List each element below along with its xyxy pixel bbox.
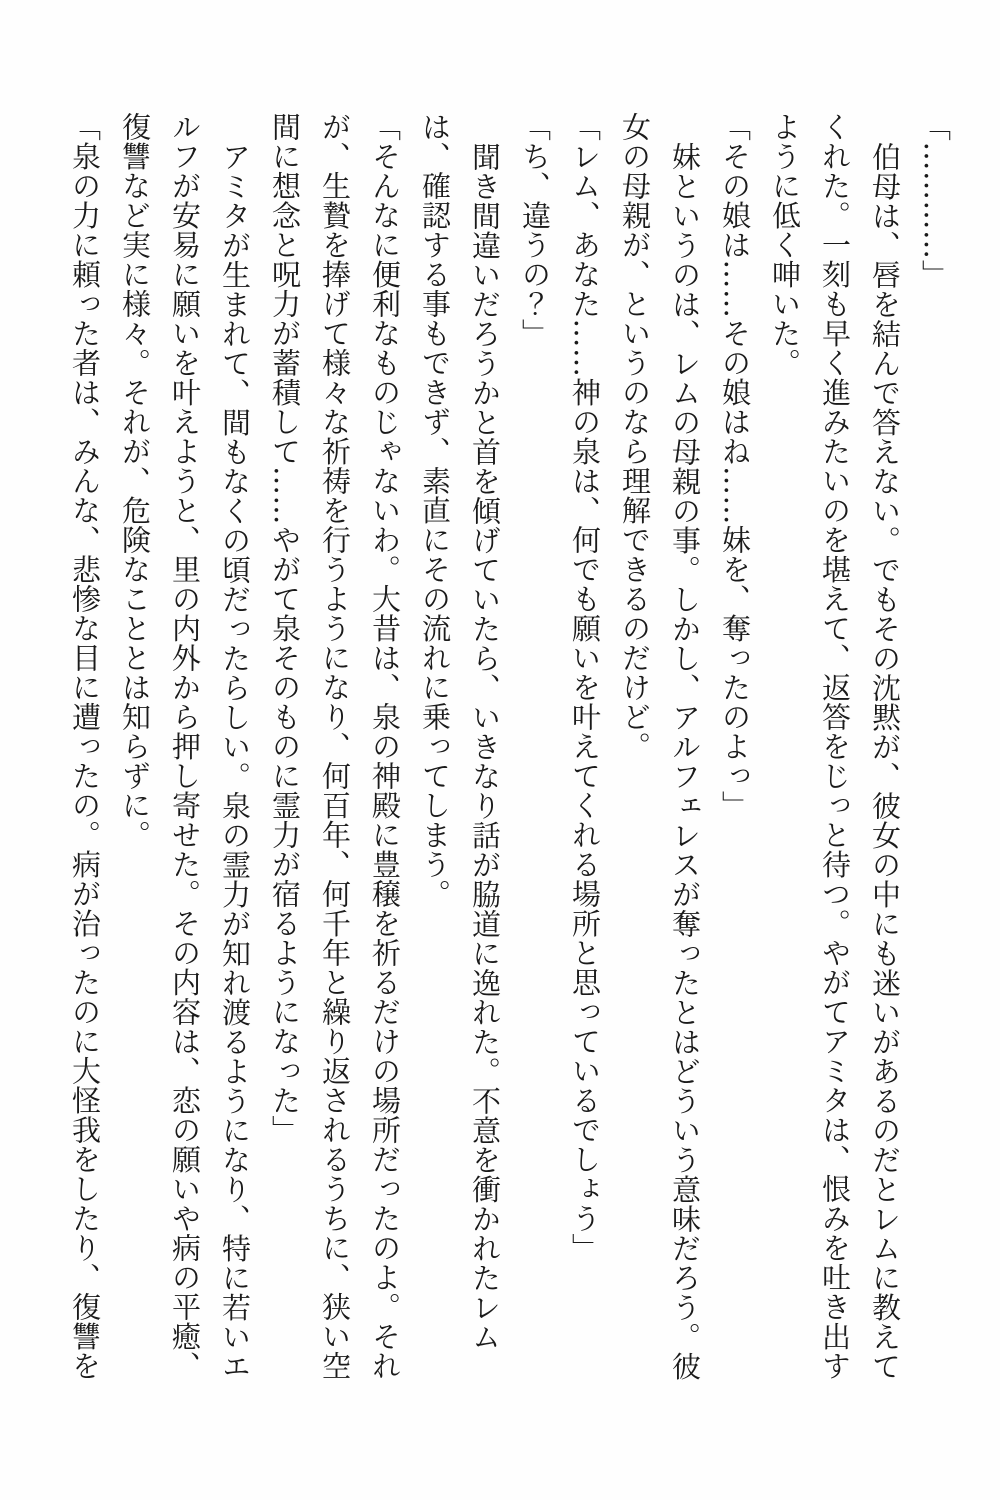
text-line: 妹というのは、レムの母親の事。しかし、アルフェレスが奪ったとはどういう意味だろう。彼 — [668, 142, 702, 1381]
text-line: 女の母親が、というのなら理解できるのだけど。 — [618, 112, 652, 761]
text-line: くれた。一刻も早く進みたいのを堪えて、返答をじっと待つ。やがてアミタは、恨みを吐き出す — [818, 112, 852, 1381]
text-line: 「そんなに便利なものじゃないわ。大昔は、泉の神殿に豊穣を祈るだけの場所だったのよ。それ — [368, 112, 402, 1381]
text-line: 「その娘は……その娘はね……妹を、奪ったのよっ」 — [718, 112, 752, 820]
text-line: アミタが生まれて、間もなくの頃だったらしい。泉の霊力が知れ渡るようになり、特に若いエ — [218, 142, 252, 1381]
text-line: 伯母は、唇を結んで答えない。でもその沈黙が、彼女の中にも迷いがあるのだとレムに教えて — [868, 142, 902, 1381]
text-line: ルフが安易に願いを叶えようと、里の内外から押し寄せた。その内容は、恋の願いや病の平癒、 — [168, 112, 202, 1381]
text-line: が、生贄を捧げて様々な祈祷を行うようになり、何百年、何千年と繰り返されるうちに、狭い空 — [318, 112, 352, 1381]
text-line: 「泉の力に頼った者は、みんな、悲惨な目に遭ったの。病が治ったのに大怪我をしたり、復讐を — [68, 112, 102, 1381]
text-line: 聞き間違いだろうかと首を傾げていたら、いきなり話が脇道に逸れた。不意を衝かれたレム — [468, 142, 502, 1352]
text-line: は、確認する事もできず、素直にその流れに乗ってしまう。 — [418, 112, 452, 909]
text-line: 「…………」 — [918, 112, 952, 289]
text-line: 「レム、あなた……神の泉は、何でも願いを叶えてくれる場所と思っているでしょう」 — [568, 112, 602, 1263]
text-line: 間に想念と呪力が蓄積して……やがて泉そのものに霊力が宿るようになった」 — [268, 112, 302, 1145]
text-line: 「ち、違うの？」 — [518, 112, 552, 348]
text-line: ように低く呻いた。 — [768, 112, 802, 378]
text-line: 復讐など実に様々。それが、危険なこととは知らずに。 — [118, 112, 152, 850]
vertical-text-block — [60, 112, 960, 1387]
